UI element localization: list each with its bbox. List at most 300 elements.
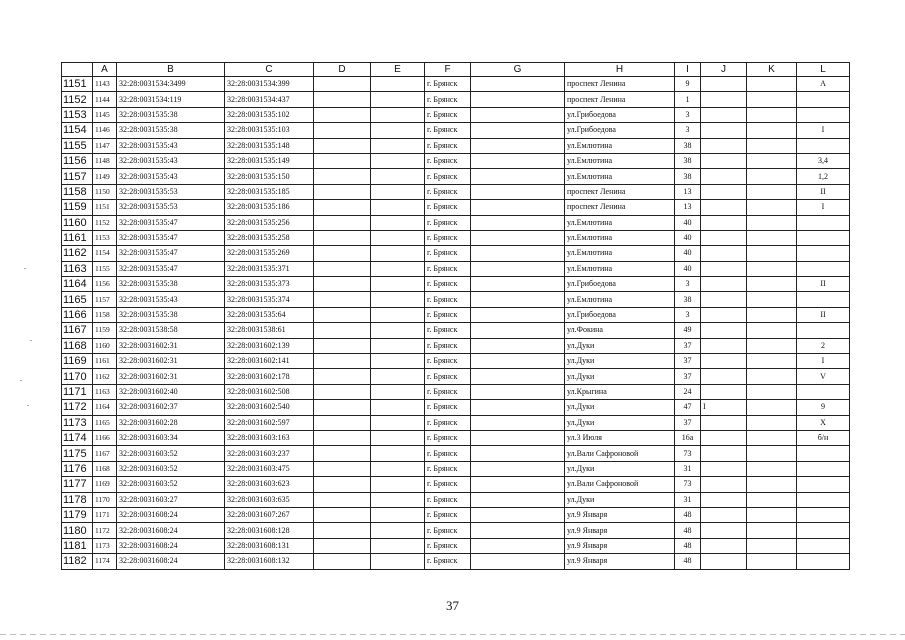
cell-g[interactable]	[471, 138, 565, 153]
row-number[interactable]: 1163	[62, 261, 93, 276]
cell-d[interactable]	[314, 215, 371, 230]
cell-l[interactable]: I	[797, 354, 850, 369]
cell-l[interactable]	[797, 292, 850, 307]
column-header-c[interactable]: C	[225, 63, 314, 77]
cell-e[interactable]	[371, 138, 425, 153]
cell-a[interactable]: 1152	[93, 215, 117, 230]
cell-e[interactable]	[371, 507, 425, 522]
cell-l[interactable]	[797, 107, 850, 122]
row-number[interactable]: 1171	[62, 384, 93, 399]
cell-l[interactable]: I	[797, 123, 850, 138]
cell-c[interactable]: 32:28:0031608:131	[225, 538, 314, 553]
cell-i[interactable]: 37	[675, 369, 701, 384]
cell-h[interactable]: ул.Дуки	[565, 415, 675, 430]
cell-h[interactable]: ул.Дуки	[565, 354, 675, 369]
cell-b[interactable]: 32:28:0031535:43	[117, 138, 225, 153]
row-number[interactable]: 1181	[62, 538, 93, 553]
row-number[interactable]: 1176	[62, 461, 93, 476]
cell-b[interactable]: 32:28:0031603:52	[117, 477, 225, 492]
cell-b[interactable]: 32:28:0031535:43	[117, 169, 225, 184]
cell-f[interactable]: г. Брянск	[425, 107, 471, 122]
cell-e[interactable]	[371, 323, 425, 338]
cell-k[interactable]	[747, 492, 797, 507]
cell-i[interactable]: 48	[675, 554, 701, 569]
row-number[interactable]: 1178	[62, 492, 93, 507]
cell-b[interactable]: 32:28:0031535:47	[117, 261, 225, 276]
cell-k[interactable]	[747, 184, 797, 199]
cell-e[interactable]	[371, 400, 425, 415]
cell-j[interactable]: I	[701, 400, 747, 415]
row-number[interactable]: 1165	[62, 292, 93, 307]
cell-a[interactable]: 1154	[93, 246, 117, 261]
cell-h[interactable]: ул.3 Июля	[565, 430, 675, 445]
row-number[interactable]: 1153	[62, 107, 93, 122]
cell-b[interactable]: 32:28:0031603:34	[117, 430, 225, 445]
cell-a[interactable]: 1157	[93, 292, 117, 307]
cell-f[interactable]: г. Брянск	[425, 415, 471, 430]
cell-i[interactable]: 13	[675, 184, 701, 199]
cell-h[interactable]: ул.Дуки	[565, 400, 675, 415]
cell-h[interactable]: ул.Емлютина	[565, 215, 675, 230]
cell-k[interactable]	[747, 77, 797, 92]
cell-e[interactable]	[371, 107, 425, 122]
cell-h[interactable]: ул.Вали Сафроновой	[565, 446, 675, 461]
cell-d[interactable]	[314, 554, 371, 569]
cell-e[interactable]	[371, 554, 425, 569]
row-number[interactable]: 1174	[62, 430, 93, 445]
cell-d[interactable]	[314, 430, 371, 445]
cell-g[interactable]	[471, 200, 565, 215]
cell-f[interactable]: г. Брянск	[425, 123, 471, 138]
cell-a[interactable]: 1155	[93, 261, 117, 276]
cell-b[interactable]: 32:28:0031535:38	[117, 123, 225, 138]
cell-e[interactable]	[371, 230, 425, 245]
cell-c[interactable]: 32:28:0031602:540	[225, 400, 314, 415]
cell-a[interactable]: 1165	[93, 415, 117, 430]
cell-f[interactable]: г. Брянск	[425, 507, 471, 522]
cell-l[interactable]: II	[797, 277, 850, 292]
row-number[interactable]: 1168	[62, 338, 93, 353]
cell-g[interactable]	[471, 415, 565, 430]
cell-b[interactable]: 32:28:0031602:40	[117, 384, 225, 399]
cell-l[interactable]: II	[797, 184, 850, 199]
cell-k[interactable]	[747, 338, 797, 353]
cell-e[interactable]	[371, 369, 425, 384]
cell-j[interactable]	[701, 446, 747, 461]
cell-h[interactable]: ул.Емлютина	[565, 292, 675, 307]
cell-b[interactable]: 32:28:0031603:27	[117, 492, 225, 507]
cell-l[interactable]	[797, 261, 850, 276]
cell-e[interactable]	[371, 261, 425, 276]
cell-k[interactable]	[747, 554, 797, 569]
row-number[interactable]: 1156	[62, 153, 93, 168]
cell-d[interactable]	[314, 138, 371, 153]
cell-k[interactable]	[747, 307, 797, 322]
cell-f[interactable]: г. Брянск	[425, 354, 471, 369]
cell-g[interactable]	[471, 523, 565, 538]
cell-e[interactable]	[371, 415, 425, 430]
cell-f[interactable]: г. Брянск	[425, 400, 471, 415]
cell-f[interactable]: г. Брянск	[425, 538, 471, 553]
row-number[interactable]: 1182	[62, 554, 93, 569]
row-number[interactable]: 1151	[62, 77, 93, 92]
cell-i[interactable]: 48	[675, 523, 701, 538]
cell-i[interactable]: 3	[675, 307, 701, 322]
cell-b[interactable]: 32:28:0031603:52	[117, 461, 225, 476]
cell-a[interactable]: 1164	[93, 400, 117, 415]
cell-a[interactable]: 1169	[93, 477, 117, 492]
cell-d[interactable]	[314, 77, 371, 92]
cell-g[interactable]	[471, 184, 565, 199]
cell-f[interactable]: г. Брянск	[425, 384, 471, 399]
cell-l[interactable]	[797, 230, 850, 245]
cell-g[interactable]	[471, 477, 565, 492]
cell-j[interactable]	[701, 184, 747, 199]
cell-j[interactable]	[701, 292, 747, 307]
cell-d[interactable]	[314, 261, 371, 276]
cell-c[interactable]: 32:28:0031535:148	[225, 138, 314, 153]
cell-f[interactable]: г. Брянск	[425, 430, 471, 445]
row-number[interactable]: 1179	[62, 507, 93, 522]
cell-g[interactable]	[471, 123, 565, 138]
cell-a[interactable]: 1161	[93, 354, 117, 369]
cell-l[interactable]: А	[797, 77, 850, 92]
cell-j[interactable]	[701, 523, 747, 538]
cell-l[interactable]: 1,2	[797, 169, 850, 184]
row-number[interactable]: 1164	[62, 277, 93, 292]
cell-l[interactable]: V	[797, 369, 850, 384]
cell-b[interactable]: 32:28:0031603:52	[117, 446, 225, 461]
column-header-a[interactable]: A	[93, 63, 117, 77]
row-number[interactable]: 1159	[62, 200, 93, 215]
cell-k[interactable]	[747, 430, 797, 445]
cell-e[interactable]	[371, 446, 425, 461]
cell-i[interactable]: 3	[675, 277, 701, 292]
cell-d[interactable]	[314, 477, 371, 492]
cell-e[interactable]	[371, 384, 425, 399]
cell-k[interactable]	[747, 277, 797, 292]
cell-h[interactable]: ул.9 Января	[565, 507, 675, 522]
cell-l[interactable]: 9	[797, 400, 850, 415]
column-header-g[interactable]: G	[471, 63, 565, 77]
cell-d[interactable]	[314, 507, 371, 522]
cell-c[interactable]: 32:28:0031535:373	[225, 277, 314, 292]
cell-k[interactable]	[747, 354, 797, 369]
cell-k[interactable]	[747, 400, 797, 415]
row-number[interactable]: 1161	[62, 230, 93, 245]
cell-k[interactable]	[747, 461, 797, 476]
cell-k[interactable]	[747, 292, 797, 307]
cell-l[interactable]	[797, 215, 850, 230]
cell-g[interactable]	[471, 354, 565, 369]
row-number[interactable]: 1166	[62, 307, 93, 322]
cell-a[interactable]: 1166	[93, 430, 117, 445]
cell-i[interactable]: 3	[675, 123, 701, 138]
cell-h[interactable]: ул.Грибоедова	[565, 107, 675, 122]
cell-a[interactable]: 1150	[93, 184, 117, 199]
cell-l[interactable]	[797, 507, 850, 522]
cell-g[interactable]	[471, 323, 565, 338]
cell-a[interactable]: 1149	[93, 169, 117, 184]
cell-k[interactable]	[747, 477, 797, 492]
row-number[interactable]: 1170	[62, 369, 93, 384]
cell-c[interactable]: 32:28:0031608:132	[225, 554, 314, 569]
cell-g[interactable]	[471, 215, 565, 230]
cell-b[interactable]: 32:28:0031535:53	[117, 200, 225, 215]
cell-h[interactable]: ул.Дуки	[565, 492, 675, 507]
cell-i[interactable]: 38	[675, 292, 701, 307]
cell-g[interactable]	[471, 538, 565, 553]
cell-c[interactable]: 32:28:0031603:163	[225, 430, 314, 445]
cell-j[interactable]	[701, 307, 747, 322]
cell-i[interactable]: 24	[675, 384, 701, 399]
cell-d[interactable]	[314, 153, 371, 168]
cell-c[interactable]: 32:28:0031538:61	[225, 323, 314, 338]
cell-c[interactable]: 32:28:0031534:437	[225, 92, 314, 107]
cell-c[interactable]: 32:28:0031535:103	[225, 123, 314, 138]
cell-i[interactable]: 48	[675, 538, 701, 553]
cell-e[interactable]	[371, 277, 425, 292]
cell-g[interactable]	[471, 338, 565, 353]
cell-k[interactable]	[747, 369, 797, 384]
row-number[interactable]: 1167	[62, 323, 93, 338]
cell-a[interactable]: 1174	[93, 554, 117, 569]
cell-j[interactable]	[701, 369, 747, 384]
cell-e[interactable]	[371, 307, 425, 322]
cell-d[interactable]	[314, 307, 371, 322]
cell-b[interactable]: 32:28:0031608:24	[117, 523, 225, 538]
cell-i[interactable]: 13	[675, 200, 701, 215]
cell-a[interactable]: 1167	[93, 446, 117, 461]
cell-h[interactable]: ул.Грибоедова	[565, 307, 675, 322]
cell-e[interactable]	[371, 338, 425, 353]
cell-b[interactable]: 32:28:0031534:119	[117, 92, 225, 107]
cell-h[interactable]: ул.Емлютина	[565, 153, 675, 168]
cell-b[interactable]: 32:28:0031535:43	[117, 292, 225, 307]
row-number[interactable]: 1162	[62, 246, 93, 261]
cell-j[interactable]	[701, 92, 747, 107]
cell-d[interactable]	[314, 354, 371, 369]
cell-g[interactable]	[471, 246, 565, 261]
cell-a[interactable]: 1158	[93, 307, 117, 322]
cell-a[interactable]: 1153	[93, 230, 117, 245]
cell-d[interactable]	[314, 107, 371, 122]
cell-a[interactable]: 1171	[93, 507, 117, 522]
cell-b[interactable]: 32:28:0031608:24	[117, 538, 225, 553]
cell-a[interactable]: 1144	[93, 92, 117, 107]
cell-j[interactable]	[701, 338, 747, 353]
cell-i[interactable]: 37	[675, 354, 701, 369]
cell-j[interactable]	[701, 123, 747, 138]
cell-f[interactable]: г. Брянск	[425, 169, 471, 184]
cell-i[interactable]: 38	[675, 153, 701, 168]
cell-i[interactable]: 40	[675, 246, 701, 261]
cell-k[interactable]	[747, 215, 797, 230]
cell-d[interactable]	[314, 461, 371, 476]
cell-f[interactable]: г. Брянск	[425, 246, 471, 261]
cell-j[interactable]	[701, 277, 747, 292]
cell-e[interactable]	[371, 430, 425, 445]
cell-h[interactable]: ул.Емлютина	[565, 138, 675, 153]
cell-l[interactable]: X	[797, 415, 850, 430]
cell-i[interactable]: 31	[675, 492, 701, 507]
cell-a[interactable]: 1143	[93, 77, 117, 92]
cell-h[interactable]: ул.Фокина	[565, 323, 675, 338]
cell-h[interactable]: ул.Емлютина	[565, 246, 675, 261]
cell-a[interactable]: 1170	[93, 492, 117, 507]
cell-c[interactable]: 32:28:0031535:374	[225, 292, 314, 307]
cell-b[interactable]: 32:28:0031608:24	[117, 507, 225, 522]
column-header-k[interactable]: K	[747, 63, 797, 77]
cell-d[interactable]	[314, 323, 371, 338]
row-number[interactable]: 1157	[62, 169, 93, 184]
cell-b[interactable]: 32:28:0031538:58	[117, 323, 225, 338]
cell-b[interactable]: 32:28:0031535:47	[117, 230, 225, 245]
cell-b[interactable]: 32:28:0031535:43	[117, 153, 225, 168]
cell-l[interactable]	[797, 492, 850, 507]
cell-d[interactable]	[314, 200, 371, 215]
cell-g[interactable]	[471, 446, 565, 461]
column-header-h[interactable]: H	[565, 63, 675, 77]
column-header-b[interactable]: B	[117, 63, 225, 77]
cell-b[interactable]: 32:28:0031602:31	[117, 338, 225, 353]
cell-k[interactable]	[747, 153, 797, 168]
cell-a[interactable]: 1146	[93, 123, 117, 138]
cell-l[interactable]: II	[797, 307, 850, 322]
cell-f[interactable]: г. Брянск	[425, 277, 471, 292]
cell-c[interactable]: 32:28:0031602:597	[225, 415, 314, 430]
cell-g[interactable]	[471, 554, 565, 569]
cell-k[interactable]	[747, 415, 797, 430]
cell-h[interactable]: проспект Ленина	[565, 184, 675, 199]
cell-h[interactable]: ул.Дуки	[565, 369, 675, 384]
cell-l[interactable]: б/н	[797, 430, 850, 445]
cell-f[interactable]: г. Брянск	[425, 369, 471, 384]
cell-b[interactable]: 32:28:0031535:53	[117, 184, 225, 199]
cell-i[interactable]: 1	[675, 92, 701, 107]
cell-i[interactable]: 9	[675, 77, 701, 92]
cell-g[interactable]	[471, 492, 565, 507]
column-header-i[interactable]: I	[675, 63, 701, 77]
cell-l[interactable]	[797, 138, 850, 153]
row-number[interactable]: 1180	[62, 523, 93, 538]
cell-h[interactable]: ул.Емлютина	[565, 261, 675, 276]
cell-k[interactable]	[747, 523, 797, 538]
cell-d[interactable]	[314, 369, 371, 384]
cell-d[interactable]	[314, 92, 371, 107]
cell-a[interactable]: 1163	[93, 384, 117, 399]
cell-g[interactable]	[471, 430, 565, 445]
cell-a[interactable]: 1168	[93, 461, 117, 476]
cell-b[interactable]: 32:28:0031602:31	[117, 369, 225, 384]
cell-k[interactable]	[747, 384, 797, 399]
cell-c[interactable]: 32:28:0031603:475	[225, 461, 314, 476]
cell-l[interactable]	[797, 554, 850, 569]
cell-l[interactable]	[797, 446, 850, 461]
cell-c[interactable]: 32:28:0031607:267	[225, 507, 314, 522]
cell-g[interactable]	[471, 384, 565, 399]
cell-h[interactable]: ул.Дуки	[565, 338, 675, 353]
cell-g[interactable]	[471, 507, 565, 522]
cell-c[interactable]: 32:28:0031608:128	[225, 523, 314, 538]
cell-f[interactable]: г. Брянск	[425, 446, 471, 461]
cell-d[interactable]	[314, 277, 371, 292]
cell-j[interactable]	[701, 384, 747, 399]
cell-l[interactable]: 2	[797, 338, 850, 353]
cell-c[interactable]: 32:28:0031535:64	[225, 307, 314, 322]
cell-h[interactable]: проспект Ленина	[565, 92, 675, 107]
cell-a[interactable]: 1148	[93, 153, 117, 168]
cell-d[interactable]	[314, 123, 371, 138]
cell-b[interactable]: 32:28:0031535:38	[117, 277, 225, 292]
cell-h[interactable]: ул.Грибоедова	[565, 123, 675, 138]
cell-c[interactable]: 32:28:0031535:269	[225, 246, 314, 261]
cell-a[interactable]: 1156	[93, 277, 117, 292]
cell-f[interactable]: г. Брянск	[425, 77, 471, 92]
cell-g[interactable]	[471, 261, 565, 276]
cell-i[interactable]: 40	[675, 215, 701, 230]
cell-b[interactable]: 32:28:0031535:38	[117, 307, 225, 322]
cell-h[interactable]: ул.Емлютина	[565, 169, 675, 184]
cell-e[interactable]	[371, 246, 425, 261]
cell-c[interactable]: 32:28:0031603:237	[225, 446, 314, 461]
cell-f[interactable]: г. Брянск	[425, 215, 471, 230]
cell-g[interactable]	[471, 307, 565, 322]
cell-j[interactable]	[701, 554, 747, 569]
cell-g[interactable]	[471, 292, 565, 307]
cell-h[interactable]: ул.9 Января	[565, 523, 675, 538]
cell-c[interactable]: 32:28:0031535:186	[225, 200, 314, 215]
cell-i[interactable]: 49	[675, 323, 701, 338]
cell-i[interactable]: 73	[675, 446, 701, 461]
cell-b[interactable]: 32:28:0031535:38	[117, 107, 225, 122]
row-number[interactable]: 1152	[62, 92, 93, 107]
cell-f[interactable]: г. Брянск	[425, 461, 471, 476]
cell-e[interactable]	[371, 477, 425, 492]
cell-i[interactable]: 31	[675, 461, 701, 476]
cell-f[interactable]: г. Брянск	[425, 492, 471, 507]
column-header-e[interactable]: E	[371, 63, 425, 77]
cell-j[interactable]	[701, 415, 747, 430]
cell-f[interactable]: г. Брянск	[425, 153, 471, 168]
cell-i[interactable]: 47	[675, 400, 701, 415]
cell-j[interactable]	[701, 107, 747, 122]
cell-l[interactable]	[797, 523, 850, 538]
cell-g[interactable]	[471, 92, 565, 107]
cell-j[interactable]	[701, 77, 747, 92]
cell-j[interactable]	[701, 138, 747, 153]
cell-g[interactable]	[471, 369, 565, 384]
cell-j[interactable]	[701, 215, 747, 230]
cell-f[interactable]: г. Брянск	[425, 92, 471, 107]
row-number[interactable]: 1158	[62, 184, 93, 199]
cell-e[interactable]	[371, 200, 425, 215]
row-number[interactable]: 1172	[62, 400, 93, 415]
row-number[interactable]: 1154	[62, 123, 93, 138]
cell-k[interactable]	[747, 169, 797, 184]
cell-l[interactable]	[797, 477, 850, 492]
cell-f[interactable]: г. Брянск	[425, 230, 471, 245]
cell-j[interactable]	[701, 461, 747, 476]
cell-i[interactable]: 16а	[675, 430, 701, 445]
cell-l[interactable]	[797, 461, 850, 476]
cell-f[interactable]: г. Брянск	[425, 292, 471, 307]
cell-e[interactable]	[371, 153, 425, 168]
cell-h[interactable]: ул.Вали Сафроновой	[565, 477, 675, 492]
column-header-f[interactable]: F	[425, 63, 471, 77]
cell-k[interactable]	[747, 261, 797, 276]
cell-i[interactable]: 37	[675, 415, 701, 430]
